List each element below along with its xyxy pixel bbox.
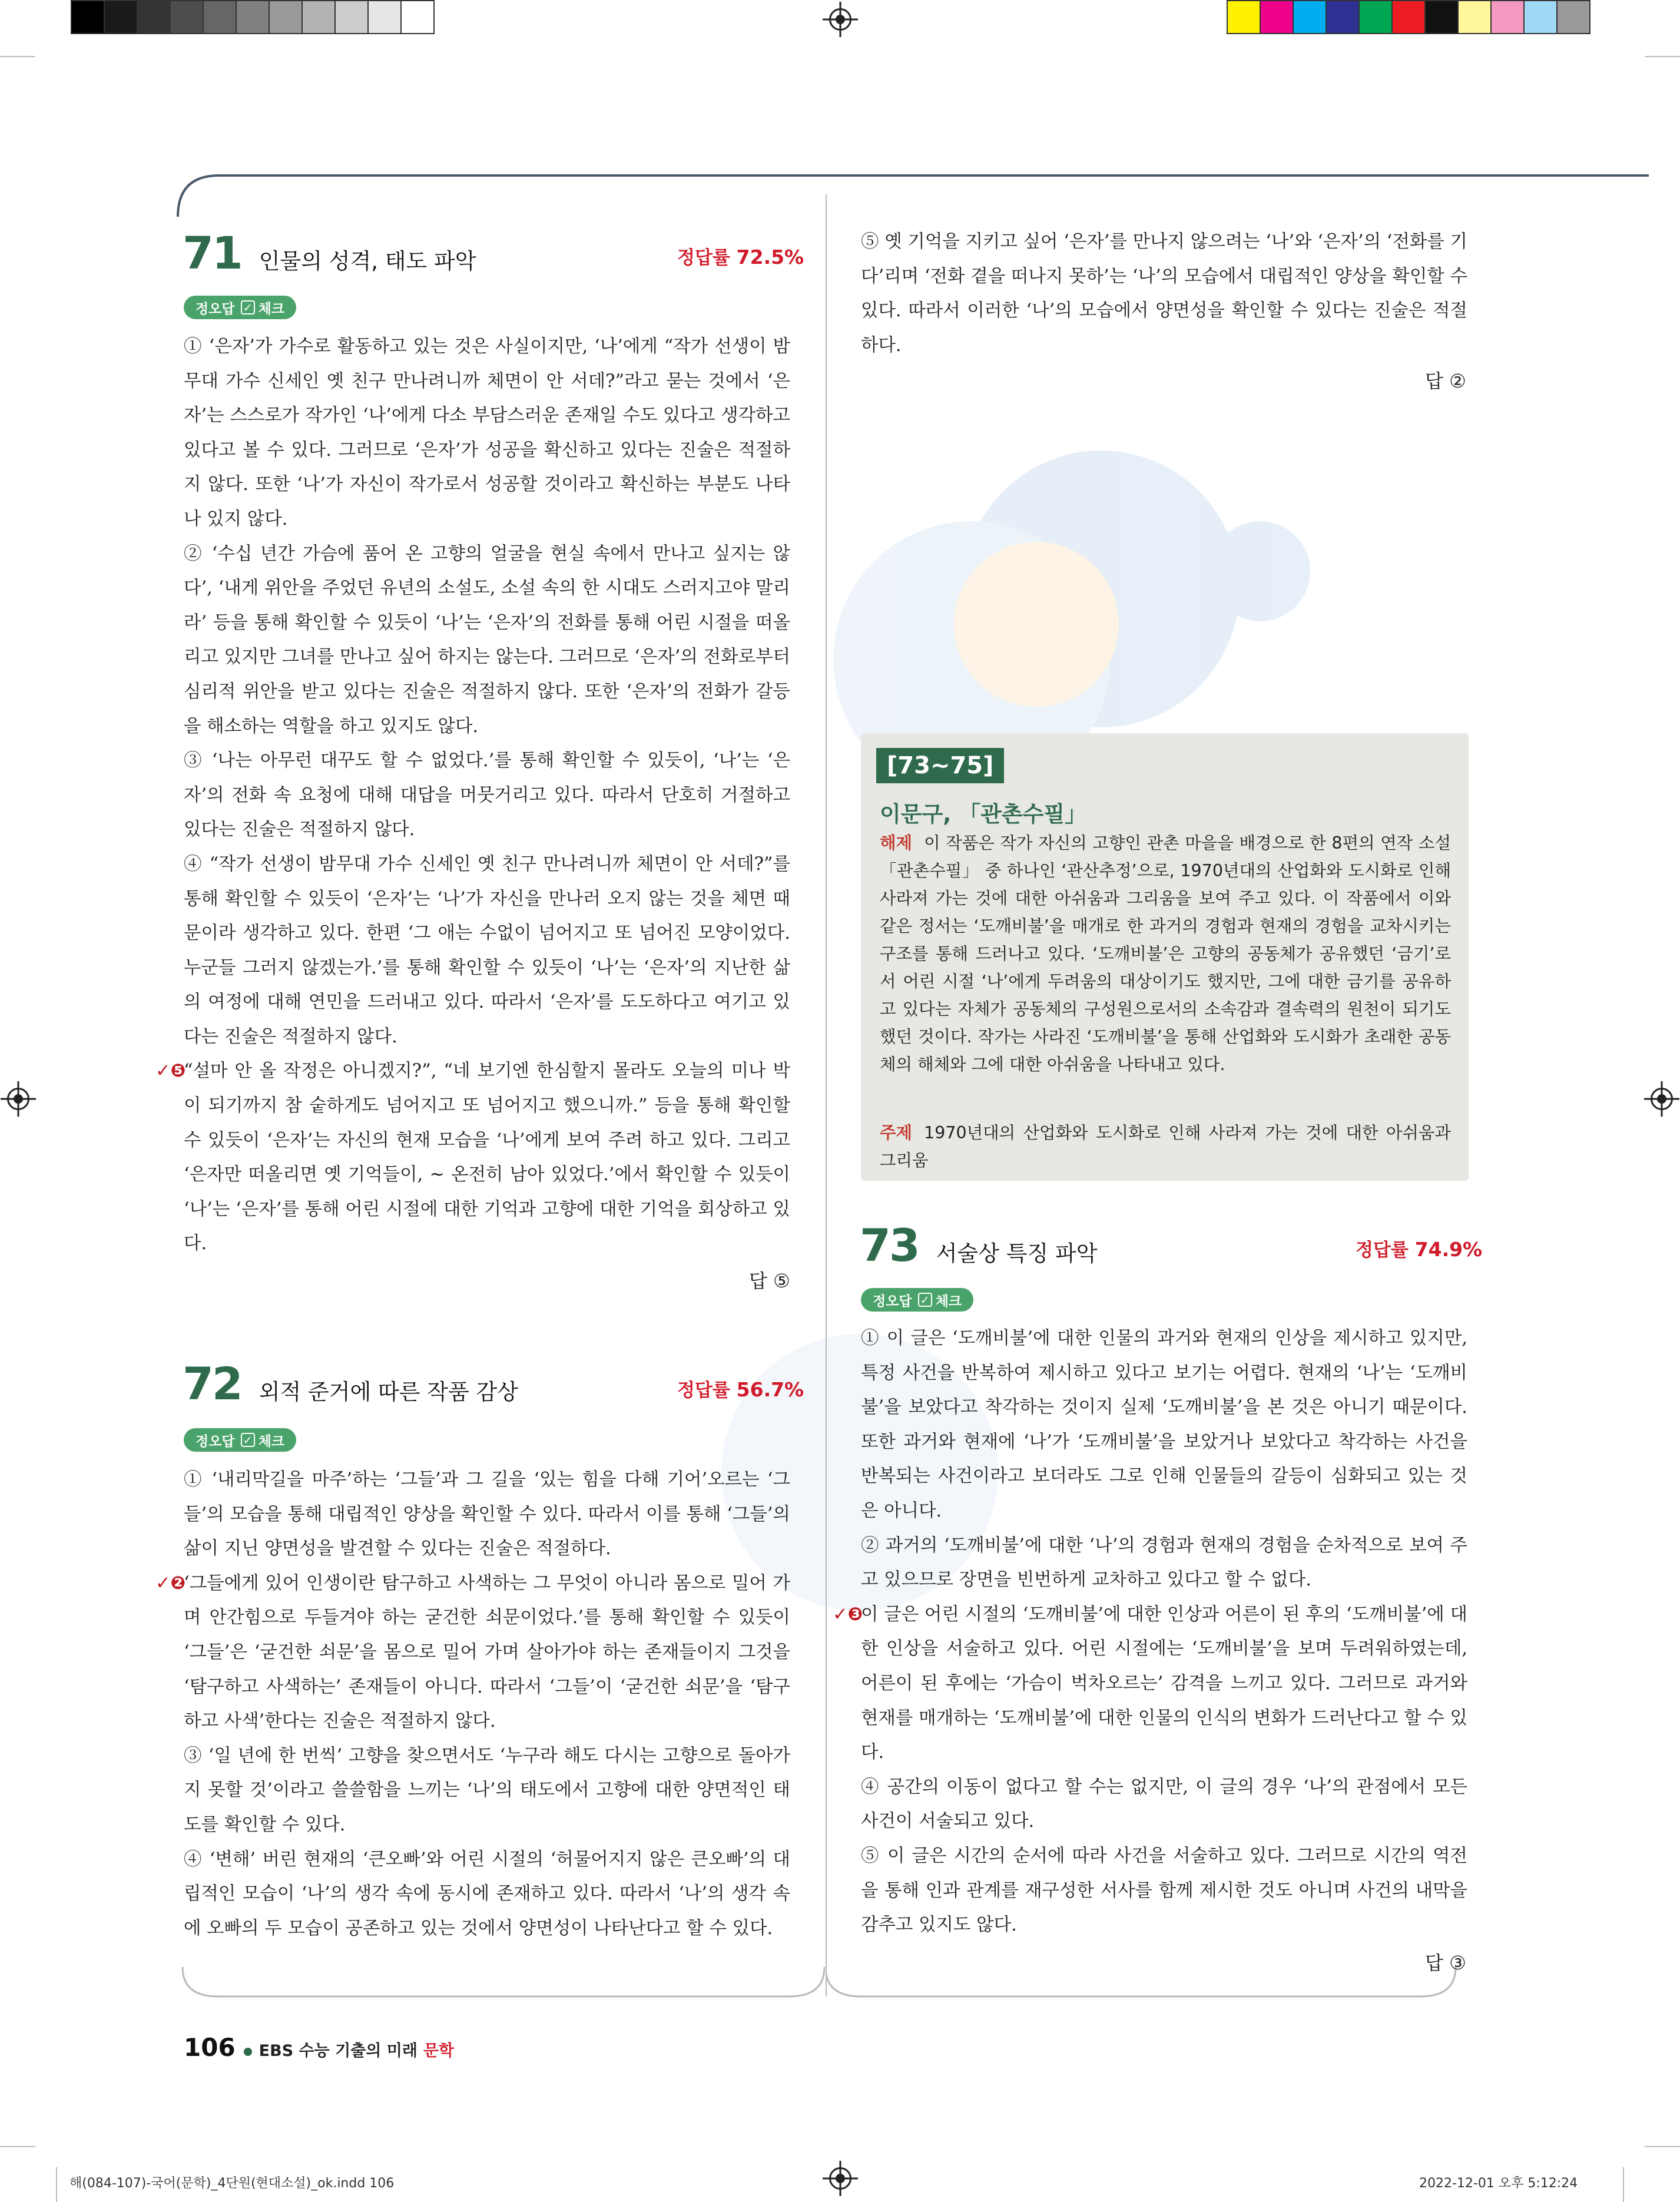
option-explanation: ② ‘수십 년간 가슴에 품어 온 고향의 얼굴을 현실 속에서 만나고 싶지는 않다’, ‘내게 위안을 주었던 유년의 소설도, 소설 속의 한 시대도 스러지고야 말리라’ 등을 통해 확인할 수 있듯이 ‘나’는 ‘은자’의 전화를 통해 어린 시절을 떠올리고 있지만 그녀를 만나고 싶어 하지는 않는다. 그러므로 ‘은자’의 전화로부터 심리적 위안을 받고 있다는 진술은 적절하지 않다. 또한 ‘은자’의 전화가 갈등을 해소하는 역할을 하고 있지도 않다. bbox=[184, 543, 790, 737]
checkbox-icon: ✓ bbox=[918, 1293, 932, 1307]
page-footer bbox=[184, 2033, 454, 2062]
badge-check-label: 체크 bbox=[258, 301, 285, 317]
q71-correct-rate bbox=[677, 243, 804, 269]
print-timestamp: 2022-12-01 오후 5:12:24 bbox=[1419, 2176, 1578, 2191]
rate-label: 정답률 bbox=[677, 1380, 730, 1401]
badge-label: 정오답 bbox=[195, 301, 235, 317]
option-explanation: ④ ‘변해’ 버린 현재의 ‘큰오빠’와 어린 시절의 ‘허물어지지 않은 큰오빠’의 대립적인 모습이 ‘나’의 생각 속에 동시에 존재하고 있다. 따라서 ‘나’의 생각 속에 오빠의 두 모습이 공존하고 있는 것에서 양면성이 나타난다고 할 수 있다. bbox=[184, 1849, 790, 1939]
rate-label: 정답률 bbox=[677, 247, 730, 269]
q72-header bbox=[183, 1357, 518, 1410]
option-explanation: ③ ‘일 년에 한 번씩’ 고향을 찾으면서도 ‘누구라 해도 다시는 고향으로 돌아가지 못할 것’이라고 쓸쓸함을 느끼는 ‘나’의 태도에서 고향에 대한 양면적인 태도를 확인할 수 있다. bbox=[184, 1745, 790, 1835]
badge-label: 정오답 bbox=[873, 1293, 912, 1309]
crop-mark bbox=[0, 56, 35, 57]
badge-check-label: 체크 bbox=[258, 1433, 285, 1449]
passage-theme bbox=[880, 1119, 1451, 1174]
gray-calibration-bar bbox=[71, 0, 433, 34]
rate-value: 72.5% bbox=[736, 246, 804, 269]
rate-label: 정답률 bbox=[1356, 1240, 1409, 1261]
answer-check-badge bbox=[861, 1288, 973, 1312]
passage-range-tag: [73~75] bbox=[876, 748, 1004, 783]
option-explanation: ① ‘은자’가 가수로 활동하고 있는 것은 사실이지만, ‘나’에게 “작가 선생이 밤무대 가수 신세인 옛 친구 만나려니까 체면이 안 서데?”라고 묻는 것에서 ‘은자’는 스스로가 작가인 ‘나’에게 다소 부담스러운 존재일 수도 있다고 생각하고 있다고 볼 수 있다. 그러므로 ‘은자’가 성공을 확신하고 있다는 진술은 적절하지 않다. 또한 ‘나’가 자신이 작가로서 성공할 것이라고 확신하는 부분도 나타나 있지 않다. bbox=[184, 336, 790, 529]
q73-header bbox=[860, 1219, 1097, 1271]
book-title: EBS 수능 기출의 미래 bbox=[259, 2042, 417, 2060]
correct-option-text: 이 글은 어린 시절의 ‘도깨비불’에 대한 인상과 어른이 된 후의 ‘도깨비불’에 대한 인상을 서술하고 있다. 어린 시절에는 ‘도깨비불’을 보며 두려워하였는데, 어른이 된 후에는 ‘가슴이 벅차오르는’ 감격을 느끼고 있다. 그러므로 과거와 현재를 매개하는 ‘도깨비불’에 대한 인물의 인식의 변화가 드러난다고 할 수 있다. bbox=[861, 1604, 1467, 1763]
registration-mark-icon bbox=[7, 1088, 29, 1110]
correct-option-explanation bbox=[833, 1598, 1467, 1770]
correct-check-icon: ✓❷ bbox=[155, 1572, 186, 1594]
q73-explanation bbox=[833, 1322, 1467, 1943]
option-explanation: ④ 공간의 이동이 없다고 할 수는 없지만, 이 글의 경우 ‘나’의 관점에서 모든 사건이 서술되고 있다. bbox=[861, 1776, 1467, 1832]
rate-value: 74.9% bbox=[1414, 1238, 1483, 1261]
passage-commentary bbox=[880, 829, 1451, 1078]
option-explanation: ⑤ 이 글은 시간의 순서에 따라 사건을 서술하고 있다. 그러므로 시간의 역전을 통해 인과 관계를 재구성한 서사를 함께 제시한 것도 아니며 사건의 내막을 감추고 있지도 않다. bbox=[861, 1845, 1467, 1936]
question-number: 73 bbox=[860, 1219, 919, 1271]
q71-continued-answer: 답 ② bbox=[1425, 370, 1466, 392]
correct-option-text: “설마 안 올 작정은 아니겠지?”, “네 보기엔 한심할지 몰라도 오늘의 미나 박이 되기까지 참 숱하게도 넘어지고 또 넘어지고 했으니까.” 등을 통해 확인할 수 있듯이 ‘은자’는 자신의 현재 모습을 ‘나’에게 보여 주려 하고 있다. 그리고 ‘은자만 떠올리면 옛 기억들이, ~ 온전히 남아 있었다.’에서 확인할 수 있듯이 ‘나’는 ‘은자’를 통해 어린 시절에 대한 기억과 고향에 대한 기억을 회상하고 있다. bbox=[184, 1061, 790, 1254]
q72-explanation bbox=[155, 1463, 790, 1946]
crop-mark bbox=[56, 2167, 57, 2202]
theme-text: 1970년대의 산업화와 도시화로 인해 사라져 가는 것에 대한 아쉬움과 그리움 bbox=[880, 1123, 1451, 1170]
correct-option-explanation bbox=[155, 1054, 790, 1261]
answer-check-badge bbox=[184, 296, 296, 319]
crop-mark bbox=[1645, 2146, 1680, 2147]
frame-bottom-left bbox=[177, 1967, 836, 2002]
registration-mark-icon bbox=[1651, 1088, 1673, 1110]
page-number: 106 bbox=[184, 2033, 236, 2062]
registration-mark-icon bbox=[829, 2167, 851, 2190]
q71-header bbox=[183, 227, 476, 279]
rate-value: 56.7% bbox=[736, 1378, 804, 1401]
file-slug: 해(084-107)-국어(문학)_4단원(현대소설)_ok.indd 106 bbox=[69, 2176, 395, 2191]
correct-check-icon: ✓❺ bbox=[155, 1061, 186, 1082]
question-number: 71 bbox=[183, 227, 241, 279]
correct-option-explanation bbox=[155, 1567, 790, 1739]
q72-correct-rate bbox=[677, 1375, 804, 1402]
correct-option-text: ‘그들에게 있어 인생이란 탐구하고 사색하는 그 무엇이 아니라 몸으로 밀어 가며 안간힘으로 두들겨야 하는 굳건한 쇠문이었다.’를 통해 확인할 수 있듯이 ‘그들’은 ‘굳건한 쇠문’을 몸으로 밀어 가며 살아가야 하는 존재들이지 그것을 ‘탐구하고 사색하는’ 존재들이 아니다. 따라서 ‘그들’이 ‘굳건한 쇠문’을 ‘탐구하고 사색’한다는 진술은 적절하지 않다. bbox=[184, 1572, 790, 1732]
answer-check-badge bbox=[184, 1428, 296, 1452]
option-explanation: ⑤ 옛 기억을 지키고 싶어 ‘은자’를 만나지 않으려는 ‘나’와 ‘은자’의 ‘전화를 기다’리며 ‘전화 곁을 떠나지 못하’는 ‘나’의 모습에서 대립적인 양상을 확인할 수 있다. 따라서 이러한 ‘나’의 모습에서 양면성을 확인할 수 있다는 진술은 적절하다. bbox=[861, 231, 1467, 356]
checkbox-icon: ✓ bbox=[241, 1433, 255, 1447]
crop-mark bbox=[1645, 56, 1680, 57]
color-calibration-bar bbox=[1227, 0, 1589, 34]
frame-bottom-right bbox=[826, 1967, 1485, 2002]
theme-label: 주제 bbox=[880, 1123, 913, 1143]
crop-mark bbox=[1623, 2167, 1624, 2202]
q71-answer: 답 ⑤ bbox=[749, 1270, 790, 1292]
passage-title: 이문구, 「관촌수필」 bbox=[880, 802, 1087, 827]
q73-answer: 답 ③ bbox=[1425, 1952, 1466, 1974]
registration-mark-icon bbox=[829, 8, 851, 31]
commentary-text: 이 작품은 작가 자신의 고향인 관촌 마을을 배경으로 한 8편의 연작 소설 「관촌수필」 중 하나인 ‘관산추정’으로, 1970년대의 산업화와 도시화로 인해 사라져 가는 것에 대한 아쉬움과 그리움을 보여 주고 있다. 이 작품에서 이와 같은 정서는 ‘도깨비불’을 매개로 한 과거의 경험과 현재의 경험을 교차시키는 구조를 통해 드러나고 있다. ‘도깨비불’은 고향의 공동체가 공유했던 ‘금기’로서 어린 시절 ‘나’에게 두려움의 대상이기도 했지만, 그에 대한 금기를 공유하고 있다는 자체가 공동체의 구성원으로서의 소속감과 결속력의 원천이 되기도 했던 것이다. 작가는 사라진 ‘도깨비불’을 통해 산업화와 도시화가 초래한 공동체의 해체와 그에 대한 아쉬움을 나타내고 있다. bbox=[880, 833, 1451, 1074]
q73-correct-rate bbox=[1356, 1235, 1482, 1261]
q71-explanation bbox=[155, 330, 790, 1261]
column-divider bbox=[826, 194, 827, 1996]
bullet-dot-icon bbox=[244, 2048, 252, 2056]
crop-mark bbox=[0, 2146, 35, 2147]
badge-label: 정오답 bbox=[195, 1433, 235, 1449]
frame-top-line bbox=[177, 171, 1649, 218]
option-explanation: ② 과거의 ‘도깨비불’에 대한 ‘나’의 경험과 현재의 경험을 순차적으로 보여 주고 있으므로 장면을 빈번하게 교차하고 있다고 할 수 없다. bbox=[861, 1535, 1467, 1591]
option-explanation: ① ‘내리막길을 마주’하는 ‘그들’과 그 길을 ‘있는 힘을 다해 기어’오르는 ‘그들’의 모습을 통해 대립적인 양상을 확인할 수 있다. 따라서 이를 통해 ‘그들’의 삶이 지닌 양면성을 발견할 수 있다는 진술은 적절하다. bbox=[184, 1469, 790, 1559]
subject-label: 문학 bbox=[423, 2042, 455, 2060]
q71-explanation-continued bbox=[861, 225, 1467, 363]
option-explanation: ④ “작가 선생이 밤무대 가수 신세인 옛 친구 만나려니까 체면이 안 서데?”를 통해 확인할 수 있듯이 ‘은자’는 ‘나’가 자신을 만나러 오지 않는 것을 체면 때문이라 생각하고 있다. 한편 ‘그 애는 수없이 넘어지고 또 넘어진 모양이었다. 누군들 그러지 않겠는가.’를 통해 확인할 수 있듯이 ‘나’는 ‘은자’의 지난한 삶의 여정에 대해 연민을 드러내고 있다. 따라서 ‘은자’를 도도하다고 여기고 있다는 진술은 적절하지 않다. bbox=[184, 853, 790, 1047]
question-title: 서술상 특징 파악 bbox=[936, 1241, 1098, 1266]
commentary-label: 해제 bbox=[880, 833, 913, 853]
question-title: 인물의 성격, 태도 파악 bbox=[259, 249, 476, 274]
correct-check-icon: ✓❸ bbox=[833, 1604, 863, 1625]
checkbox-icon: ✓ bbox=[241, 300, 255, 314]
option-explanation: ① 이 글은 ‘도깨비불’에 대한 인물의 과거와 현재의 인상을 제시하고 있지만, 특정 사건을 반복하여 제시하고 있다고 보기는 어렵다. 현재의 ‘나’는 ‘도깨비불’을 보았다고 착각하는 것이지 실제 ‘도깨비불’을 본 것은 아니기 때문이다. 또한 과거와 현재에 ‘나’가 ‘도깨비불’을 보았거나 보았다고 착각하는 사건을 반복되는 사건이라고 보더라도 그로 인해 인물들의 갈등이 심화되고 있는 것은 아니다. bbox=[861, 1328, 1467, 1521]
badge-check-label: 체크 bbox=[935, 1293, 962, 1309]
option-explanation: ③ ‘나는 아무런 대꾸도 할 수 없었다.’를 통해 확인할 수 있듯이, ‘나’는 ‘은자’의 전화 속 요청에 대해 대답을 머뭇거리고 있다. 따라서 단호히 거절하고 있다는 진술은 적절하지 않다. bbox=[184, 750, 790, 840]
question-title: 외적 준거에 따른 작품 감상 bbox=[259, 1379, 518, 1405]
question-number: 72 bbox=[183, 1357, 241, 1410]
